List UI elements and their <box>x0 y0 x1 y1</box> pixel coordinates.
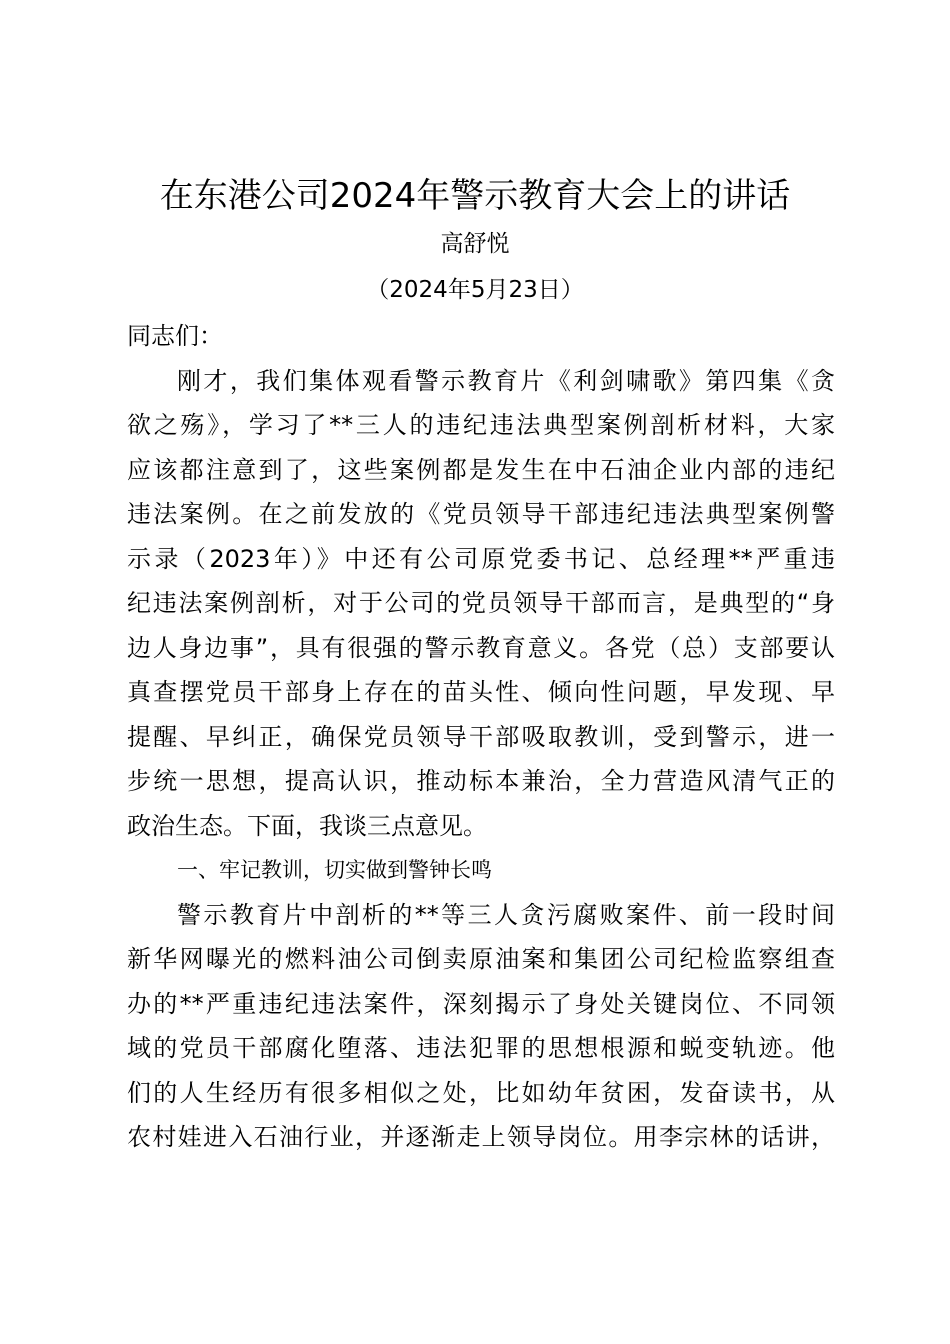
paragraph-line: 边人身边事”，具有很强的警示教育意义。各党（总）支部要认 <box>127 633 835 662</box>
paragraph-line: 政治生态。下面，我谈三点意见。 <box>127 811 487 840</box>
paragraph-line: 新华网曝光的燃料油公司倒卖原油案和集团公司纪检监察组查 <box>127 945 835 973</box>
paragraph-line: 纪违法案例剖析，对于公司的党员领导干部而言，是典型的“身 <box>127 589 835 617</box>
document-date: （2024年5月23日） <box>366 277 584 303</box>
paragraph-line: 刚才，我们集体观看警示教育片《利剑啸歌》第四集《贪 <box>177 366 835 395</box>
paragraph-line: 警示教育片中剖析的**等三人贪污腐败案件、前一段时间 <box>177 900 835 929</box>
paragraph-line: 们的人生经历有很多相似之处，比如幼年贫困，发奋读书，从 <box>127 1078 835 1107</box>
paragraph-line: 欲之殇》，学习了**三人的违纪违法典型案例剖析材料，大家 <box>127 411 835 439</box>
paragraph-line: 域的党员干部腐化堕落、违法犯罪的思想根源和蜕变轨迹。他 <box>127 1034 835 1062</box>
document-author: 高舒悦 <box>440 231 510 257</box>
paragraph-2 <box>127 893 835 1160</box>
document-title: 在东港公司2024年警示教育大会上的讲话 <box>159 176 791 216</box>
paragraph-line: 示录（2023年）》中还有公司原党委书记、总经理**严重违 <box>127 544 835 573</box>
paragraph-line: 办的**严重违纪违法案件，深刻揭示了身处关键岗位、不同领 <box>127 989 835 1018</box>
paragraph-line: 农村娃进入石油行业，并逐渐走上领导岗位。用李宗林的话讲， <box>127 1123 835 1151</box>
salutation: 同志们： <box>127 322 223 350</box>
paragraph-line: 违法案例。在之前发放的《党员领导干部违纪违法典型案例警 <box>127 500 835 528</box>
document-body <box>127 314 835 1160</box>
paragraph-line: 步统一思想，提高认识，推动标本兼治，全力营造风清气正的 <box>127 767 835 795</box>
paragraph-line: 提醒、早纠正，确保党员领导干部吸取教训，受到警示，进一 <box>127 722 835 751</box>
paragraph-1 <box>127 359 835 849</box>
paragraph-line: 应该都注意到了，这些案例都是发生在中石油企业内部的违纪 <box>127 455 835 484</box>
paragraph-line: 真查摆党员干部身上存在的苗头性、倾向性问题，早发现、早 <box>127 678 835 706</box>
section-heading: 一、牢记教训，切实做到警钟长鸣 <box>177 858 492 882</box>
